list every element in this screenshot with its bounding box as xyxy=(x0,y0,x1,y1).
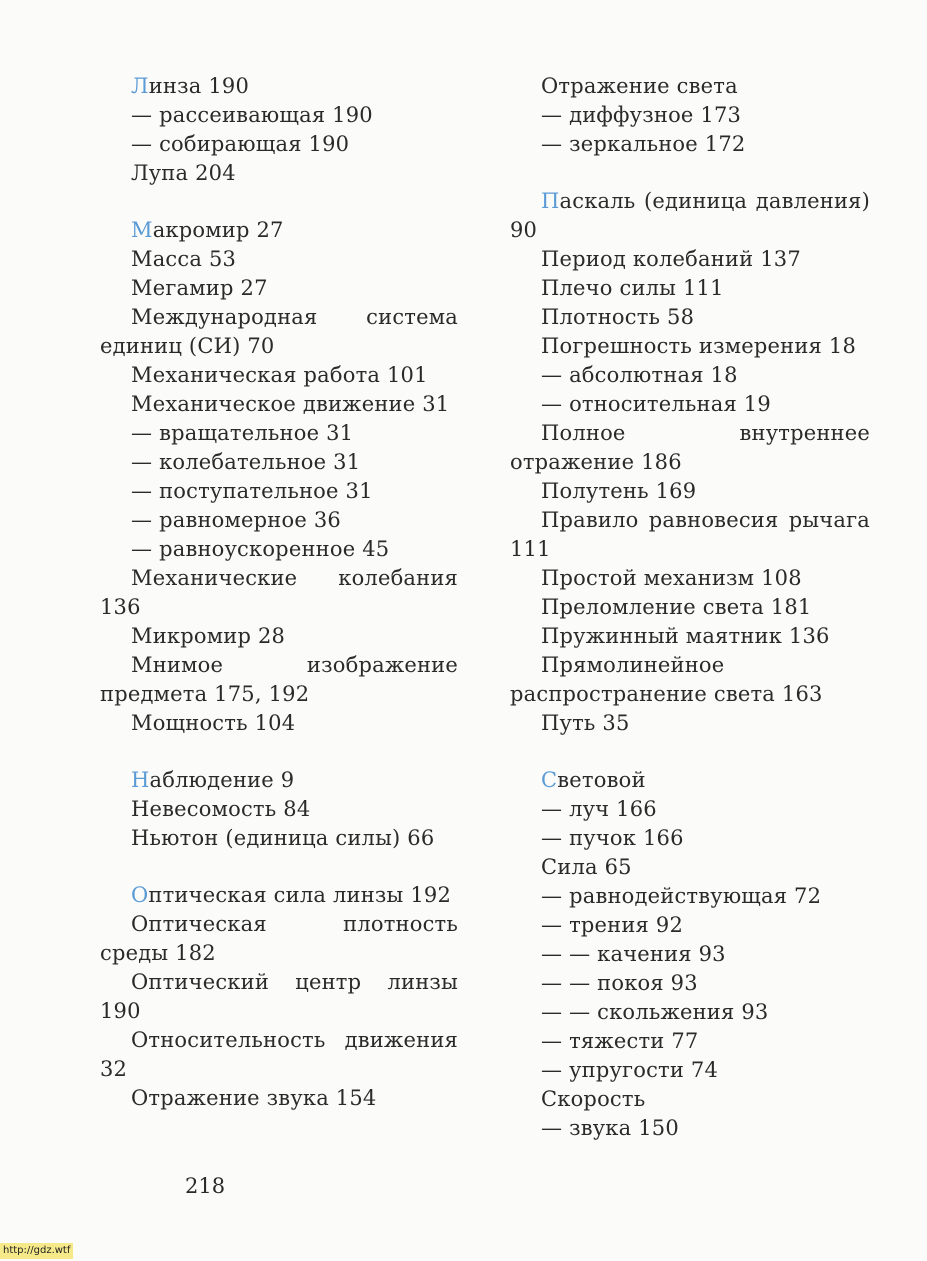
index-entry: Масса 53 xyxy=(131,247,237,271)
index-entry: Сила 65 xyxy=(541,855,632,879)
index-initial-letter: С xyxy=(541,768,558,792)
page-number: 218 xyxy=(185,1174,226,1198)
index-entry-text: птическая сила линзы 192 xyxy=(148,883,452,907)
index-entry: Преломление света 181 xyxy=(541,595,812,619)
index-entry-text: акромир 27 xyxy=(152,218,284,242)
index-letter-group xyxy=(510,72,870,159)
index-entry: Международная система единиц (СИ) 70 xyxy=(100,305,458,358)
index-entry xyxy=(100,881,458,910)
index-entry-text: аскаль (единица давления) 90 xyxy=(510,189,870,242)
index-entry: Механическая работа 101 xyxy=(131,363,428,387)
index-entry: Отражение звука 154 xyxy=(131,1086,377,1110)
index-letter-group xyxy=(100,72,458,188)
index-entry xyxy=(100,766,458,795)
index-entry: Мощность 104 xyxy=(131,711,296,735)
index-entry-text: аблюдение 9 xyxy=(149,768,295,792)
index-entry: — относительная 19 xyxy=(541,392,771,416)
index-entry: Скорость xyxy=(541,1087,646,1111)
index-entry: — пучок 166 xyxy=(541,826,684,850)
index-entry: Период колебаний 137 xyxy=(541,247,801,271)
index-entry: Отражение света xyxy=(541,74,738,98)
index-entry xyxy=(100,216,458,245)
index-initial-letter: О xyxy=(131,883,149,907)
index-entry: — упругости 74 xyxy=(541,1058,719,1082)
index-entry: Плечо силы 111 xyxy=(541,276,724,300)
index-entry: — вращательное 31 xyxy=(131,421,354,445)
index-entry: Микромир 28 xyxy=(131,624,286,648)
index-initial-letter: Н xyxy=(131,768,150,792)
index-entry: Лупа 204 xyxy=(131,161,236,185)
index-entry: Прямолинейное распространение света 163 xyxy=(510,653,823,706)
index-entry: Полутень 169 xyxy=(541,479,697,503)
index-entry: Погрешность измерения 18 xyxy=(541,334,857,358)
index-letter-group xyxy=(100,766,458,853)
index-entry: — диффузное 173 xyxy=(541,103,742,127)
index-entry-text: ветовой xyxy=(557,768,646,792)
index-entry: Плотность 58 xyxy=(541,305,695,329)
index-entry: Невесомость 84 xyxy=(131,797,311,821)
index-letter-group xyxy=(510,766,870,1143)
source-url-label[interactable]: http://gdz.wtf xyxy=(0,1243,73,1259)
index-entry: Ньютон (единица силы) 66 xyxy=(131,826,435,850)
index-entry: — — скольжения 93 xyxy=(541,1000,769,1024)
index-entry: Полное внутреннее отражение 186 xyxy=(510,421,870,474)
index-column-right xyxy=(510,72,870,1143)
index-entry: — — покоя 93 xyxy=(541,971,698,995)
index-entry: — трения 92 xyxy=(541,913,684,937)
index-entry: — — качения 93 xyxy=(541,942,726,966)
index-entry: Относительность движения 32 xyxy=(100,1028,458,1081)
index-entry xyxy=(510,766,870,795)
index-entry: Механические колебания 136 xyxy=(100,566,458,619)
index-entry: Пружинный маятник 136 xyxy=(541,624,830,648)
index-entry: — тяжести 77 xyxy=(541,1029,699,1053)
index-entry: Правило равновесия рычага 111 xyxy=(510,508,870,561)
index-entry xyxy=(100,72,458,101)
index-entry: — звука 150 xyxy=(541,1116,679,1140)
index-entry xyxy=(510,187,870,245)
index-entry: — колебательное 31 xyxy=(131,450,361,474)
index-letter-group xyxy=(510,187,870,738)
index-initial-letter: Л xyxy=(131,74,149,98)
index-initial-letter: П xyxy=(541,189,560,213)
index-entry: Механическое движение 31 xyxy=(131,392,450,416)
index-entry: Оптический центр линзы 190 xyxy=(100,970,458,1023)
index-entry: Путь 35 xyxy=(541,711,630,735)
index-letter-group xyxy=(100,881,458,1113)
index-entry: — равноускоренное 45 xyxy=(131,537,390,561)
index-entry: — абсолютная 18 xyxy=(541,363,738,387)
index-letter-group xyxy=(100,216,458,738)
index-entry: — зеркальное 172 xyxy=(541,132,746,156)
index-entry: Оптическая плотность среды 182 xyxy=(100,912,458,965)
index-entry: — равномерное 36 xyxy=(131,508,341,532)
index-entry: — собирающая 190 xyxy=(131,132,350,156)
index-entry: — луч 166 xyxy=(541,797,657,821)
index-entry: Мнимое изображение предмета 175, 192 xyxy=(100,653,458,706)
index-entry-text: инза 190 xyxy=(148,74,250,98)
index-initial-letter: М xyxy=(131,218,153,242)
index-entry: — поступательное 31 xyxy=(131,479,373,503)
index-entry: — рассеивающая 190 xyxy=(131,103,373,127)
index-column-left xyxy=(100,72,458,1113)
index-entry: Простой механизм 108 xyxy=(541,566,802,590)
index-entry: Мегамир 27 xyxy=(131,276,268,300)
index-entry: — равнодействующая 72 xyxy=(541,884,822,908)
